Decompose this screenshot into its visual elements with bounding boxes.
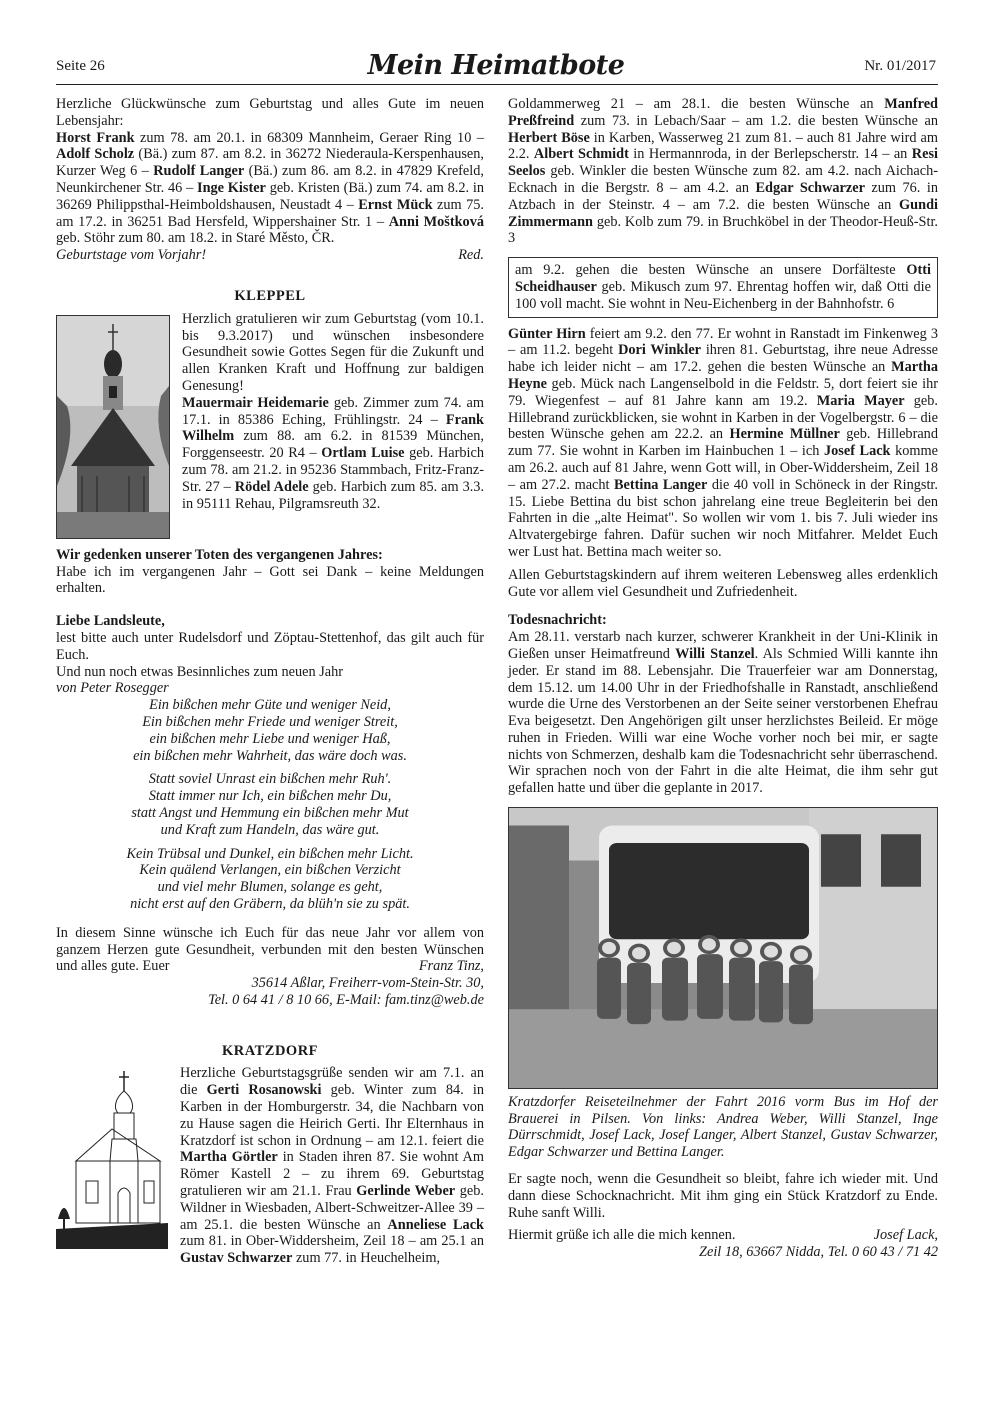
- poem-author: von Peter Rosegger: [56, 680, 169, 697]
- landsleute-heading: Liebe Landsleute,: [56, 613, 165, 630]
- section-heading-kratzdorf: KRATZDORF: [221, 1042, 319, 1059]
- wishes-text: Allen Geburtstagskindern auf ihrem weiteren Lebensweg alles erdenklich Gute vor allem viel Gesundheit und Zufriedenheit.: [508, 566, 938, 600]
- birthday-list-1: Horst Frank zum 78. am 20.1. in 68309 Mannheim, Geraer Ring 10 – Adolf Scholz (Bä.) zum 87. am 8.2. in 36272 Niederaula-Kerspenhausen, Kurzer Weg 6 – Rudolf Langer (Bä.) zum 86. am 8.2. in 47829 Krefeld, Neunkirchener Str. 46 – Inge Kister geb. Kristen (Bä.) zum 74. am 8.2. in 36269 Philippsthal-Heimboldshausen, Neustadt 4 – Ernst Mück zum 75. am 17.2. in 36251 Bad Hersfeld, Wippershainer Str. 1 – Anni Moštková geb. Stöhr zum 80. am 18.2. in Staré Město, ČR.: [56, 129, 484, 247]
- chapel-drawing: [56, 1069, 168, 1249]
- church-tower-photo: [56, 315, 170, 539]
- todes-heading: Todesnachricht:: [508, 612, 607, 629]
- photo-caption: Kratzdorfer Reiseteilnehmer der Fahrt 2016 vorm Bus im Hof der Brauerei in Pilsen. Von links: Andrea Weber, Willi Stanzel, Inge Dürrschmidt, Josef Lack, Josef Langer, Albert Stanzel, Gustav Schwarzer, Edgar Schwarzer und Bettina Langer.: [508, 1093, 938, 1161]
- page-header: [56, 50, 936, 84]
- issue-number: Nr. 01/2017: [864, 58, 936, 74]
- left-column: [56, 96, 484, 1267]
- signature-red: Geburtstage vom Vorjahr! Red.: [56, 247, 484, 264]
- group-photo: [508, 807, 938, 1089]
- closing-address-1: 35614 Aßlar, Freiherr-vom-Stein-Str. 30,: [251, 975, 484, 992]
- landsleute-text-2: Und nun noch etwas Besinnliches zum neuen Jahr: [56, 663, 344, 680]
- gedenken-heading: Wir gedenken unserer Toten des vergangenen Jahres:: [56, 546, 383, 563]
- birthday-list-2: Mauermair Heidemarie geb. Zimmer zum 74. am 17.1. in 85386 Eching, Frühlingstr. 24 – Frank Wilhelm zum 88. am 6.2. in 81539 München, Forggenseestr. 20 R4 – Ortlam Luise geb. Harbich zum 78. am 21.2. in 95236 Stammbach, Fritz-Franz-Str. 27 – Rödel Adele geb. Harbich zum 85. am 3.3. in 95111 Rehau, Pilgramsreuth 32.: [182, 394, 485, 512]
- birthday-list-4: Günter Hirn feiert am 9.2. den 77. Er wohnt in Ranstadt im Finkenweg 3 – am 11.2. begeht Dori Winkler ihren 81. Geburtstag, ihre neue Adresse habe ich leider nicht – am 17.2. gehen die besten Wünsche an Martha Heyne geb. Mück nach Langenselbold in die Feldstr. 5, dort feiert sie ihr 79. Wiegenfest – auf 81 Jahre kann am 19.2. Maria Mayer geb. Hillebrand zurückblicken, sie wohnt in Karben in der Vogelbergstr. 6 – die besten Wünsche gehen am 22.2. an Hermine Müllner geb. Hillebrand zum 77. Sie wohnt in Karben im Hainbuchen 1 – ich Josef Lack komme am 26.2. auch auf 81 Jahre, wenn Gott will, in Ober-Widdersheim, Zeil 18 – am 27.2. macht Bettina Langer die 40 voll in Schöneck in der Ringstr. 15. Liebe Bettina du bist schon jahrelang eine treue Begleiterin bei den Fahrten in die „alte Heimat". So wollen wir vom 1. bis 7. Juli wieder ins Altvatergebirge fahren. Dafür suchen wir noch Mitfahrer. Meldet Euch wer Lust hat. Bettina mach weiter so.: [508, 325, 938, 560]
- kleppel-text: Herzlich gratulieren wir zum Geburtstag (vom 10.1. bis 9.3.2017) und wünschen insbesondere Gesundheit sowie Gottes Segen für die Zukunft und allen Kranken Kraft und Hoffnung zur baldigen Genesung!: [182, 310, 484, 394]
- right-column: [508, 96, 938, 1261]
- greeting: Hiermit grüße ich alle die mich kennen. Josef Lack,: [508, 1227, 938, 1244]
- closing-text: In diesem Sinne wünsche ich Euch für das neue Jahr vor allem von ganzem Herzen gute Gesundheit, verbunden mit den besten Wünschen und alles gute. Euer Franz Tinz,: [56, 924, 484, 975]
- closing-address-2: Tel. 0 64 41 / 8 10 66, E-Mail: fam.tinz@web.de: [208, 991, 484, 1008]
- intro-text: Herzliche Glückwünsche zum Geburtstag und alles Gute im neuen Lebensjahr:: [56, 96, 484, 129]
- todes-text: Am 28.11. verstarb nach kurzer, schwerer Krankheit in der Uni-Klinik in Gießen unser Heimatfreund Willi Stanzel. Als Schmied Willi kannte ihn jeder. Er stand im 88. Lebensjahr. Die Trauerfeier war am Donnerstag, dem 15.12. um 14.00 Uhr in der Friedhofshalle in Ranstadt, anschließend wurde die Urne des Verstorbenen an der Seite seiner verstorbenen Ehefrau Eva beigesetzt. Den Angehörigen gilt unser herzlichstes Beileid. Er möge ruhen in Frieden. Willi war eine Woche vorher noch bei mir, er sagte nichts von Schmerzen, deshalb kam die Todesnachricht sehr überraschend. Wir sprachen noch von der Fahrt in die alte Heimat, die ihm sehr gut gefallen hatte und über die geplante in 2017.: [508, 629, 938, 797]
- highlight-box-otti: am 9.2. gehen die besten Wünsche an unsere Dorfälteste Otti Scheidhauser geb. Mikusch zum 97. Ehrentag hoffen wir, daß Otti die 100 voll macht. Sie wohnt in Neu-Eichenberg in der Bahnhofstr. 6: [508, 257, 938, 317]
- poem: Ein bißchen mehr Güte und weniger Neid, Ein bißchen mehr Friede und weniger Streit, ein bißchen mehr Liebe und weniger Haß, ein bißchen mehr Wahrheit, das wäre doch was. Statt soviel Unrast ein bißchen mehr Ruh'. Statt immer nur Ich, ein bißchen mehr Du, statt Angst und Hemmung ein bißchen mehr Mut und Kraft zum Handeln, das wäre gut. Kein Trübsal und Dunkel, ein bißchen mehr Licht. Kein quälend Verlangen, ein bißchen Verzicht und viel mehr Blumen, solange es geht, nicht erst auf den Gräbern, da blüh'n sie zu spät.: [126, 697, 414, 912]
- closing-paragraph: Er sagte noch, wenn die Gesundheit so bleibt, fahre ich wieder mit. Und dann diese Schocknachricht. Mit ihm ging ein Stück Kratzdorf zu Ende. Ruhe sanft Willi.: [508, 1171, 938, 1221]
- section-heading-kleppel: KLEPPEL: [234, 287, 306, 304]
- greeting-address: Zeil 18, 63667 Nidda, Tel. 0 60 43 / 71 42: [699, 1244, 938, 1261]
- birthday-list-3: Goldammerweg 21 – am 28.1. die besten Wünsche an Manfred Preßfreind zum 73. in Lebach/Saar – am 1.2. die besten Wünsche an Herbert Böse in Karben, Wasserweg 21 zum 81. – auch 81 Jahre wird am 2.2. Albert Schmidt in Hermannroda, in der Berlepscherstr. 14 – an Resi Seelos geb. Winkler die besten Wünsche zum 82. am 4.2. nach Aichach-Ecknach in die Bergstr. 8 – am 4.2. an Edgar Schwarzer zum 76. in Atzbach in der Steinstr. 4 – am 7.2. die besten Wünsche an Gundi Zimmermann geb. Kolb zum 79. in Bruchköbel in der Theodor-Heuß-Str. 3: [508, 96, 939, 247]
- page-number: Seite 26: [56, 58, 105, 74]
- header-rule: [56, 84, 938, 85]
- kratzdorf-text: Herzliche Geburtstagsgrüße senden wir am 7.1. an die Gerti Rosanowski geb. Winter zum 84. in Karben in der Homburgerstr. 34, die Nachbarn von zu Hause sagen die Heirich Gerti. Ihr Elternhaus in Kratzdorf ist schon in Ordnung – am 12.1. feiert die Martha Görtler in Staden ihren 87. Sie wohnt Am Römer Kastell 2 – zu ihrem 69. Geburtstag gratulieren wir am 21.1. Frau Gerlinde Weber geb. Wildner in Wiesbaden, Albert-Schweitzer-Allee 39 – am 25.1. die besten Wünsche an Anneliese Lack zum 81. in Ober-Widdersheim, Zeil 18 – am 25.1 an Gustav Schwarzer zum 77. in Heuchelheim,: [180, 1065, 485, 1267]
- landsleute-text-1: lest bitte auch unter Rudelsdorf und Zöptau-Stettenhof, das gilt auch für Euch.: [56, 629, 484, 663]
- masthead-title: Mein Heimatbote: [367, 50, 625, 81]
- gedenken-text: Habe ich im vergangenen Jahr – Gott sei Dank – keine Meldungen erhalten.: [56, 563, 484, 597]
